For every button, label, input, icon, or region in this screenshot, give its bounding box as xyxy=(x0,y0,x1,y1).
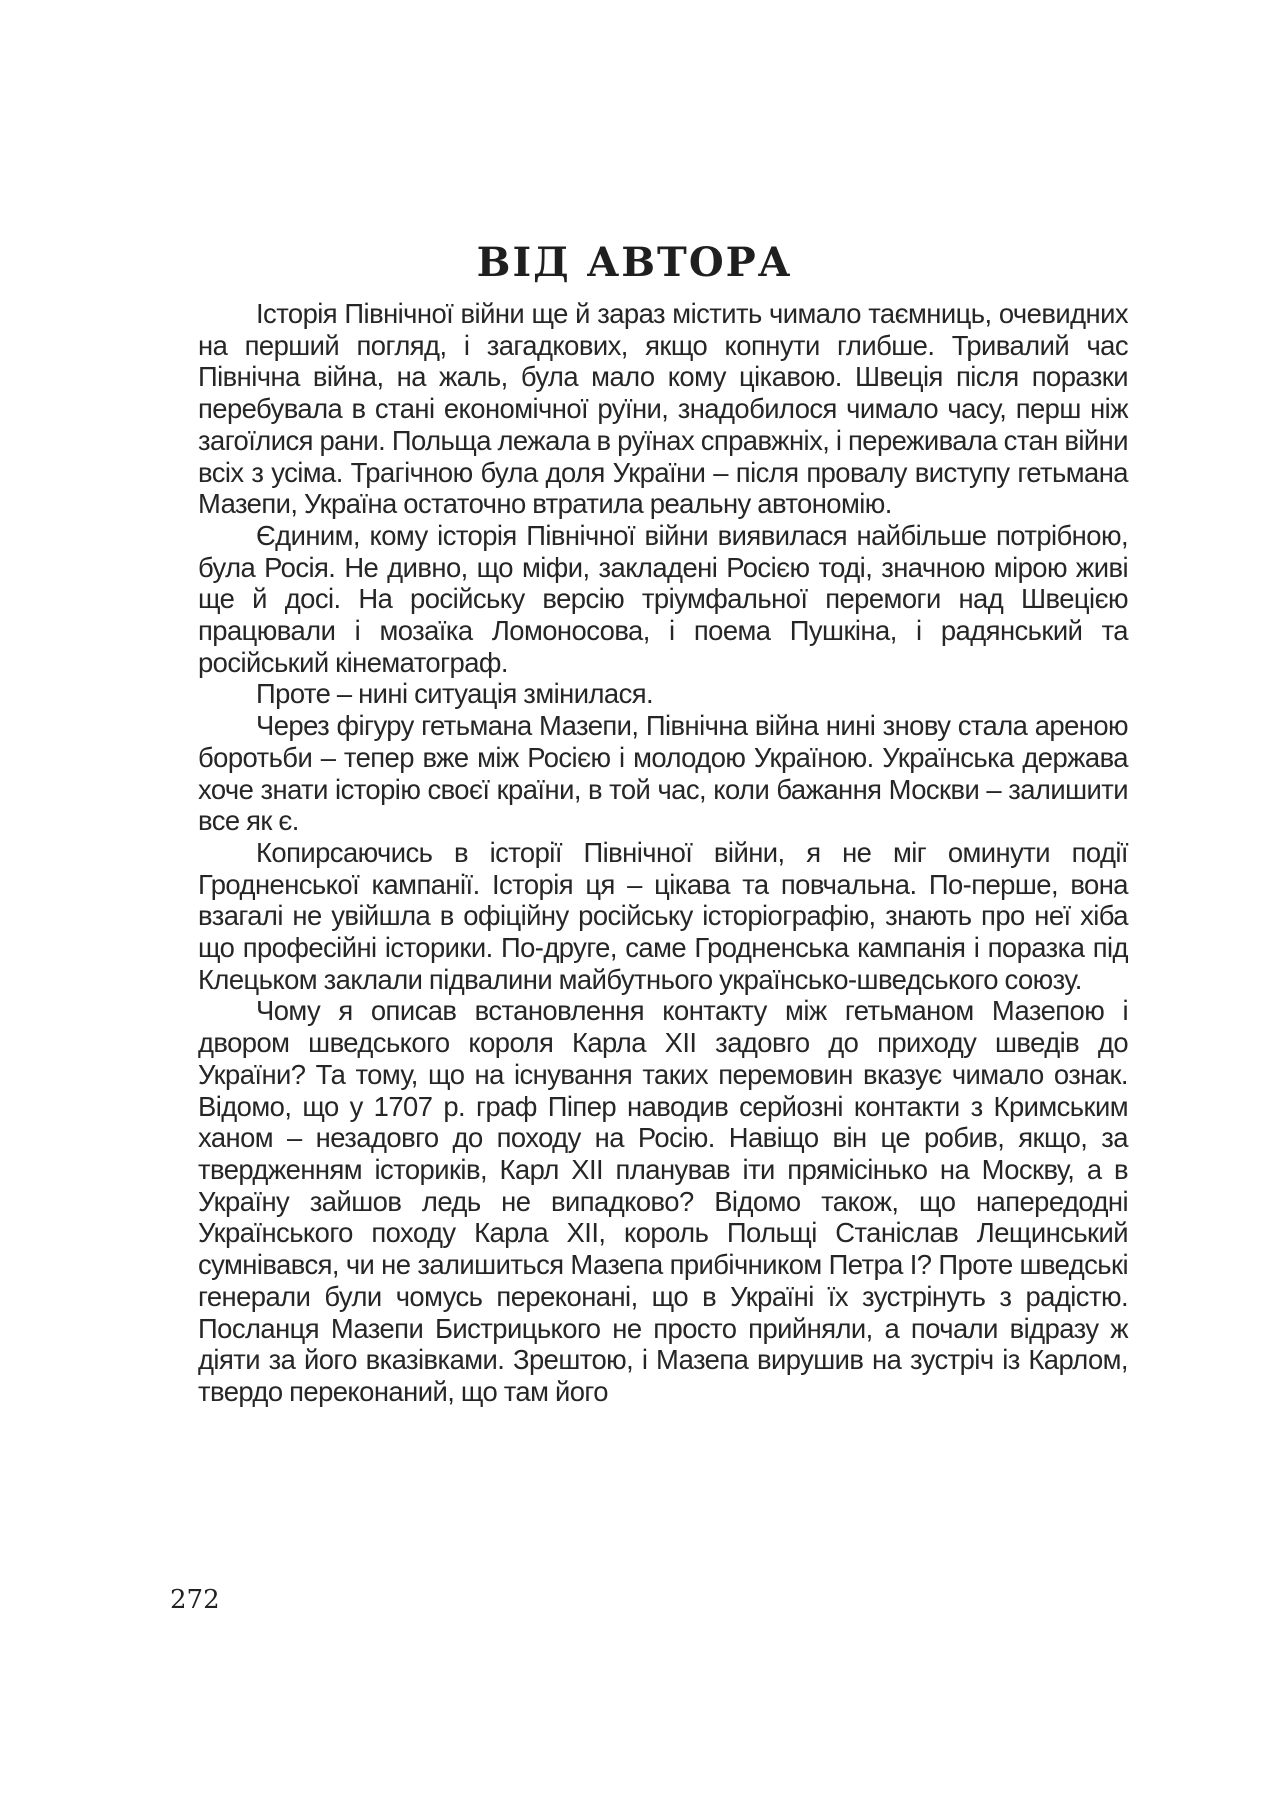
paragraph: Єдиним, кому історія Північної війни виявилася найбільше потрібною, була Росія. Не дивно, що міфи, закладені Росією тоді, значною мірою живі ще й досі. На російську версію тріумфальної перемоги над Швецією працювали і мозаїка Ломоносова, і поема Пушкіна, і радянський та російський кінематограф. xyxy=(198,519,1128,678)
paragraph: Історія Північної війни ще й зараз містить чимало таємниць, очевидних на перший погляд, і загадкових, якщо копнути глибше. Тривалий час Північна війна, на жаль, була мало кому цікавою. Швеція після поразки перебувала в стані економічної руїни, знадобилося чимало часу, перш ніж загоїлися рани. Польща лежала в руїнах справжніх, і переживала стан війни всіх з усіма. Трагічною була доля України – після провалу виступу гетьмана Мазепи, Україна остаточно втратила реальну автономію. xyxy=(198,298,1128,520)
paragraph: Чому я описав встановлення контакту між гетьманом Мазепою і двором шведського короля Карла XII задовго до приходу шведів до України? Та тому, що на існування таких перемовин вказує чимало ознак. Відомо, що у 1707 р. граф Піпер наводив серйозні контакти з Кримським ханом – незадовго до походу на Росію. Навіщо він це робив, якщо, за твердженням істориків, Карл XII планував іти прямісінько на Москву, а в Україну зайшов ледь не випадково? Відомо також, що напередодні Українського походу Карла XII, король Польщі Станіслав Лещинський сумнівався, чи не залишиться Мазепа прибічником Петра I? Проте шведські генерали були чомусь переконані, що в Україні їх зустрінуть з радістю. Посланця Мазепи Бистрицького не просто прийняли, а почали відразу ж діяти за його вказівками. Зрештою, і Мазепа вирушив на зустріч із Карлом, твердо переконаний, що там його xyxy=(198,995,1128,1407)
paragraph: Копирсаючись в історії Північної війни, я не міг оминути події Гродненської кампанії. Історія ця – цікава та повчальна. По-перше, вона взагалі не увійшла в офіційну російську історіографію, знають про неї хіба що професійні історики. По-друге, саме Гродненська кампанія і поразка під Клецьком заклали підвалини майбутнього українсько-шведського союзу. xyxy=(198,836,1128,995)
page-number: 272 xyxy=(170,1585,220,1615)
paragraph: Через фігуру гетьмана Мазепи, Північна війна нині знову стала ареною боротьби – тепер вже між Росією і молодою Україною. Українська держава хоче знати історію своєї країни, в той час, коли бажання Москви – залишити все як є. xyxy=(198,710,1128,837)
paragraph: Проте – нині ситуація змінилася. xyxy=(256,678,654,710)
chapter-title: ВІД АВТОРА xyxy=(476,238,793,286)
body-text xyxy=(198,298,1128,1408)
